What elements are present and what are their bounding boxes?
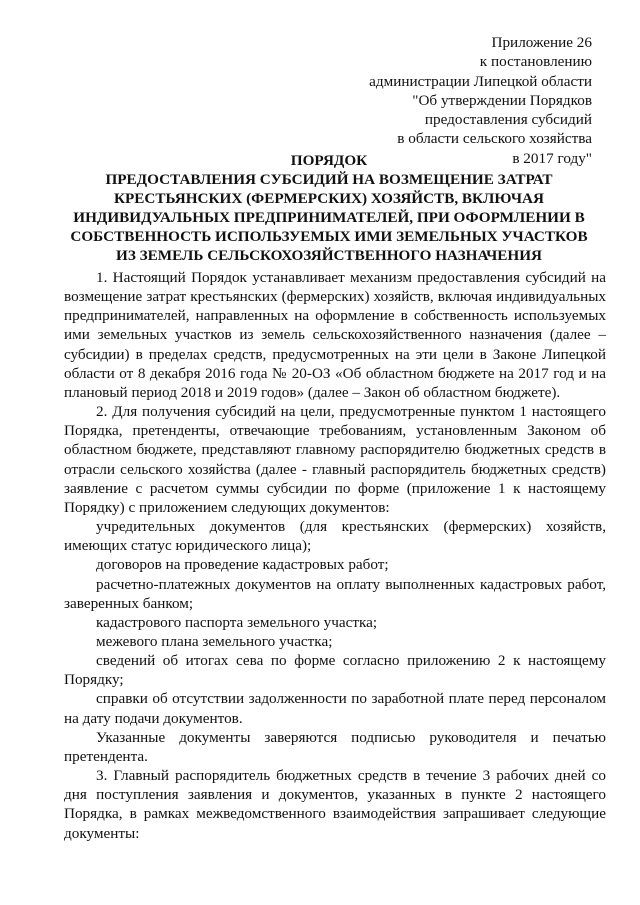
paragraph-2-note: Указанные документы заверяются подписью руководителя и печатью претендента. <box>64 728 606 765</box>
title-line: ПРЕДОСТАВЛЕНИЯ СУБСИДИЙ НА ВОЗМЕЩЕНИЕ ЗАТРАТ <box>105 171 553 188</box>
document-list-item: межевого плана земельного участка; <box>96 632 333 650</box>
annex-line: Приложение 26 <box>491 34 592 51</box>
annex-line: к постановлению <box>479 53 592 71</box>
document-list-item: учредительных документов (для крестьянских (фермерских) хозяйств, имеющих статус юридического лица); <box>64 518 606 555</box>
document-list-item: расчетно-платежных документов на оплату выполненных кадастровых работ, заверенных банком; <box>64 575 606 612</box>
document-body <box>64 268 606 843</box>
title-line: СОБСТВЕННОСТЬ ИСПОЛЬЗУЕМЫХ ИМИ ЗЕМЕЛЬНЫХ УЧАСТКОВ <box>70 228 588 245</box>
annex-line: "Об утверждении Порядков <box>412 91 592 109</box>
document-title <box>52 151 606 265</box>
annex-line: в 2017 году" <box>512 149 592 167</box>
document-list-item: кадастрового паспорта земельного участка; <box>96 613 378 631</box>
paragraph-1: 1. Настоящий Порядок устанавливает механизм предоставления субсидий на возмещение затрат крестьянских (фермерских) хозяйств, включая индивидуальных предпринимателей, направленных на оформление в собственность используемых ими земельных участков из земель сельскохозяйственного назначения (далее – субсидии) в пределах средств, предусмотренных на эти цели в Законе Липецкой области от 8 декабря 2016 года № 20-ОЗ «Об областном бюджете на 2017 год и на плановый период 2018 и 2019 годов» (далее – Закон об областном бюджете). <box>64 269 606 401</box>
title-line: ПОРЯДОК <box>290 152 368 169</box>
annex-line: администрации Липецкой области <box>369 72 592 90</box>
document-list-item: сведений об итогах сева по форме согласно приложению 2 к настоящему Порядку; <box>64 652 606 689</box>
title-line: ИНДИВИДУАЛЬНЫХ ПРЕДПРИНИМАТЕЛЕЙ, ПРИ ОФОРМЛЕНИИ В <box>73 209 585 226</box>
paragraph-2: 2. Для получения субсидий на цели, предусмотренные пунктом 1 настоящего Порядка, претенденты, отвечающие требованиям, установленным Законом об областном бюджете, представляют главному распорядителю бюджетных средств в отрасли сельского хозяйства (далее - главный распорядитель бюджетных средств) заявление с расчетом суммы субсидии по форме (приложение 1 к настоящему Порядку) с приложением следующих документов: <box>64 403 606 516</box>
annex-line: в области сельского хозяйства <box>397 130 592 148</box>
annex-header <box>369 33 592 168</box>
document-list-item: справки об отсутствии задолженности по заработной плате перед персоналом на дату подачи документов. <box>64 690 606 727</box>
document-list-item: договоров на проведение кадастровых работ; <box>96 556 389 574</box>
paragraph-3: 3. Главный распорядитель бюджетных средств в течение 3 рабочих дней со дня поступления заявления и документов, указанных в пункте 2 настоящего Порядка, в рамках межведомственного взаимодействия запрашивает следующие документы: <box>64 767 606 842</box>
annex-line: предоставления субсидий <box>424 111 592 129</box>
title-line: КРЕСТЬЯНСКИХ (ФЕРМЕРСКИХ) ХОЗЯЙСТВ, ВКЛЮЧАЯ <box>114 190 544 207</box>
title-line: ИЗ ЗЕМЕЛЬ СЕЛЬСКОХОЗЯЙСТВЕННОГО НАЗНАЧЕНИЯ <box>116 247 542 264</box>
